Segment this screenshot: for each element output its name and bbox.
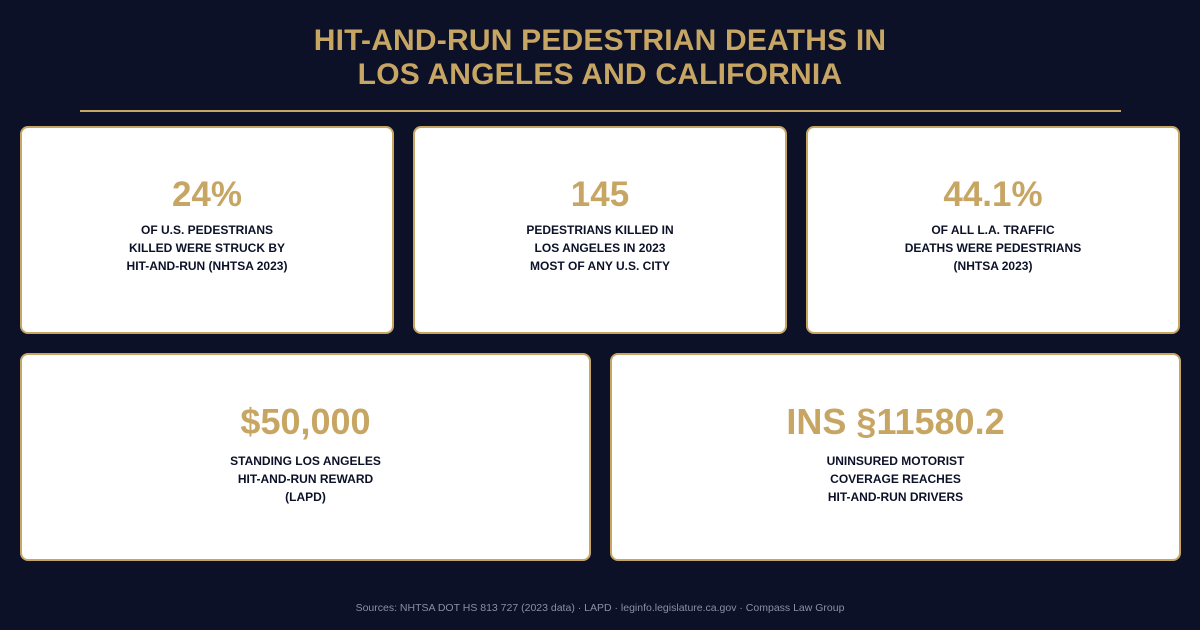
stat-description-line: COVERAGE REACHES: [830, 472, 961, 486]
stat-value: INS §11580.2: [786, 401, 1005, 442]
stat-description-line: HIT-AND-RUN (NHTSA 2023): [126, 259, 288, 273]
stat-card-la-pedestrian-share: [806, 126, 1180, 334]
stat-description-line: HIT-AND-RUN DRIVERS: [827, 490, 964, 504]
stat-value: 44.1%: [943, 175, 1043, 214]
stat-description-line: KILLED WERE STRUCK BY: [129, 241, 285, 255]
stat-description-line: OF U.S. PEDESTRIANS: [140, 223, 274, 237]
title-divider: [80, 110, 1121, 112]
stat-description: [415, 221, 785, 275]
stat-description: [22, 452, 589, 506]
sources-footer: Sources: NHTSA DOT HS 813 727 (2023 data) · LAPD · leginfo.legislature.ca.gov · Compass Law Group: [355, 602, 845, 614]
stat-description-line: (LAPD): [285, 490, 326, 504]
stat-description-line: (NHTSA 2023): [953, 259, 1033, 273]
stat-value: 145: [570, 175, 630, 214]
page-title-line-2: LOS ANGELES AND CALIFORNIA: [357, 58, 843, 91]
stat-description: [808, 221, 1178, 275]
stat-description-line: UNINSURED MOTORIST: [826, 454, 965, 468]
stat-card-insurance-code: [610, 353, 1181, 561]
stat-description-line: OF ALL L.A. TRAFFIC: [931, 223, 1055, 237]
stat-description-line: LOS ANGELES IN 2023: [534, 241, 666, 255]
stat-value: 24%: [171, 175, 243, 214]
stat-description-line: DEATHS WERE PEDESTRIANS: [904, 241, 1082, 255]
stat-description: [612, 452, 1179, 506]
stat-description-line: STANDING LOS ANGELES: [230, 454, 381, 468]
stat-description-line: PEDESTRIANS KILLED IN: [526, 223, 674, 237]
stat-card-la-pedestrians-killed: [413, 126, 787, 334]
stat-description-line: MOST OF ANY U.S. CITY: [529, 259, 670, 273]
stat-card-lapd-reward: [20, 353, 591, 561]
stat-value: $50,000: [240, 401, 371, 442]
page-title-line-1: HIT-AND-RUN PEDESTRIAN DEATHS IN: [313, 24, 887, 57]
stat-description: [22, 221, 392, 275]
page-title: [0, 24, 1200, 92]
stat-card-hit-and-run-share: [20, 126, 394, 334]
stat-description-line: HIT-AND-RUN REWARD: [237, 472, 374, 486]
